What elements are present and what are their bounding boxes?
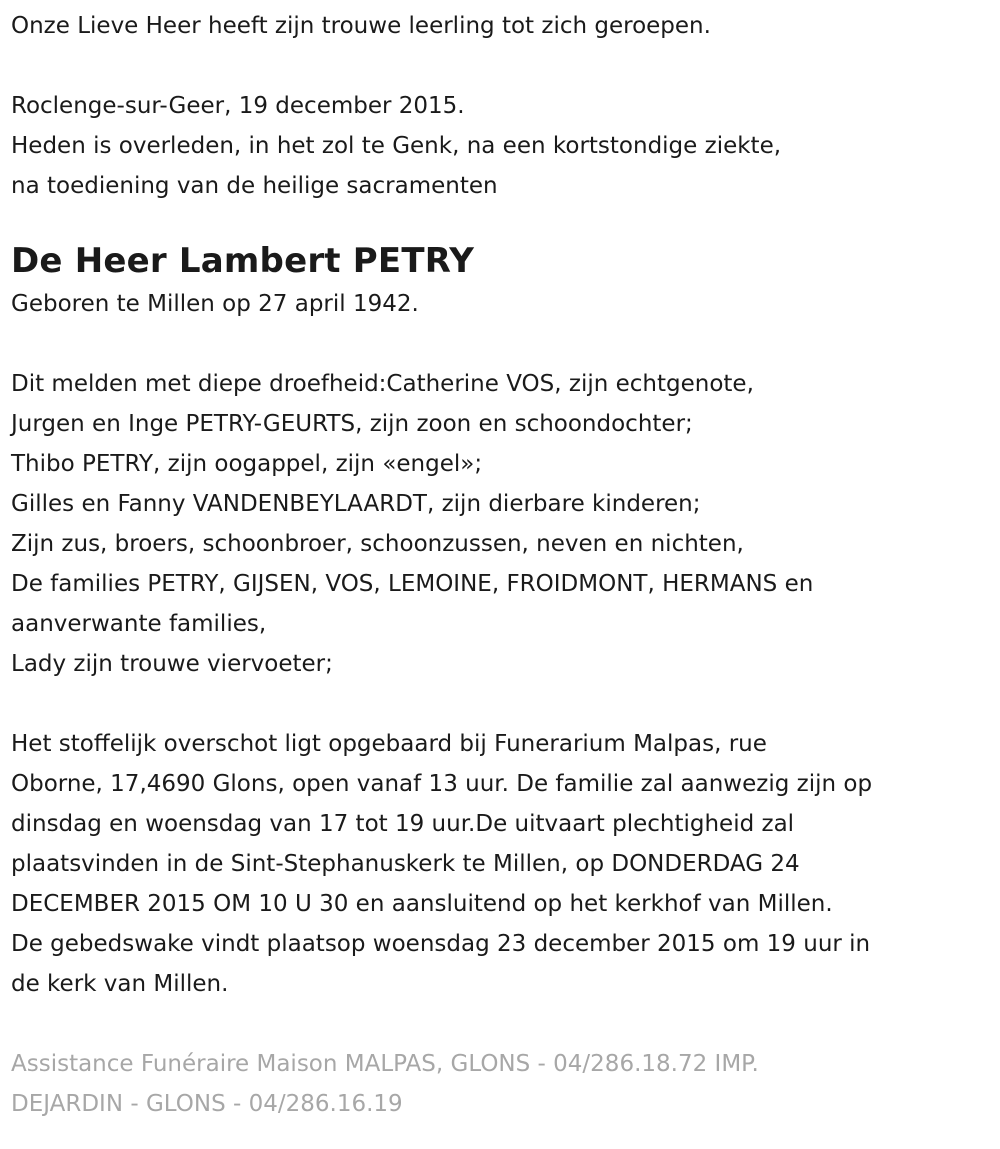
arrangements-line: de kerk van Millen. [11, 971, 229, 997]
arrangements-line: DECEMBER 2015 OM 10 U 30 en aansluitend op het kerkhof van Millen. [11, 891, 833, 917]
mourner-line: Gilles en Fanny VANDENBEYLAARDT, zijn dierbare kinderen; [11, 491, 701, 517]
arrangements-line: Het stoffelijk overschot ligt opgebaard bij Funerarium Malpas, rue [11, 731, 767, 757]
mourner-line: Thibo PETRY, zijn oogappel, zijn «engel»; [11, 451, 483, 477]
deceased-name: De Heer Lambert PETRY [11, 241, 475, 281]
mourner-line: Lady zijn trouwe viervoeter; [11, 651, 333, 677]
arrangements-line: De gebedswake vindt plaatsop woensdag 23 december 2015 om 19 uur in [11, 931, 871, 957]
footer-line: DEJARDIN - GLONS - 04/286.16.19 [11, 1091, 403, 1117]
opening-line: Onze Lieve Heer heeft zijn trouwe leerling tot zich geroepen. [11, 13, 711, 39]
spacer [11, 1004, 996, 1044]
spacer [11, 684, 996, 724]
birth-line: Geboren te Millen op 27 april 1942. [11, 291, 419, 317]
mourner-line: Dit melden met diepe droefheid:Catherine VOS, zijn echtgenote, [11, 371, 754, 397]
arrangements-paragraph [11, 724, 996, 1004]
obituary-notice [11, 6, 996, 1124]
intro-line-passing: Heden is overleden, in het zol te Genk, na een kortstondige ziekte, [11, 133, 782, 159]
mourner-line: aanverwante families, [11, 611, 267, 637]
spacer [11, 324, 996, 364]
spacer [11, 46, 996, 86]
mourner-line: Zijn zus, broers, schoonbroer, schoonzussen, neven en nichten, [11, 531, 744, 557]
funeral-home-footer [11, 1044, 996, 1124]
arrangements-line: dinsdag en woensdag van 17 tot 19 uur.De uitvaart plechtigheid zal [11, 811, 795, 837]
mourner-line: De families PETRY, GIJSEN, VOS, LEMOINE, FROIDMONT, HERMANS en [11, 571, 814, 597]
arrangements-line: Oborne, 17,4690 Glons, open vanaf 13 uur. De familie zal aanwezig zijn op [11, 771, 873, 797]
arrangements-line: plaatsvinden in de Sint-Stephanuskerk te Millen, op DONDERDAG 24 [11, 851, 800, 877]
mourners-list [11, 364, 996, 684]
intro-line-place-date: Roclenge-sur-Geer, 19 december 2015. [11, 93, 465, 119]
mourner-line: Jurgen en Inge PETRY-GEURTS, zijn zoon en schoondochter; [11, 411, 693, 437]
intro-line-sacraments: na toediening van de heilige sacramenten [11, 173, 498, 199]
footer-line: Assistance Funéraire Maison MALPAS, GLONS - 04/286.18.72 IMP. [11, 1051, 759, 1077]
